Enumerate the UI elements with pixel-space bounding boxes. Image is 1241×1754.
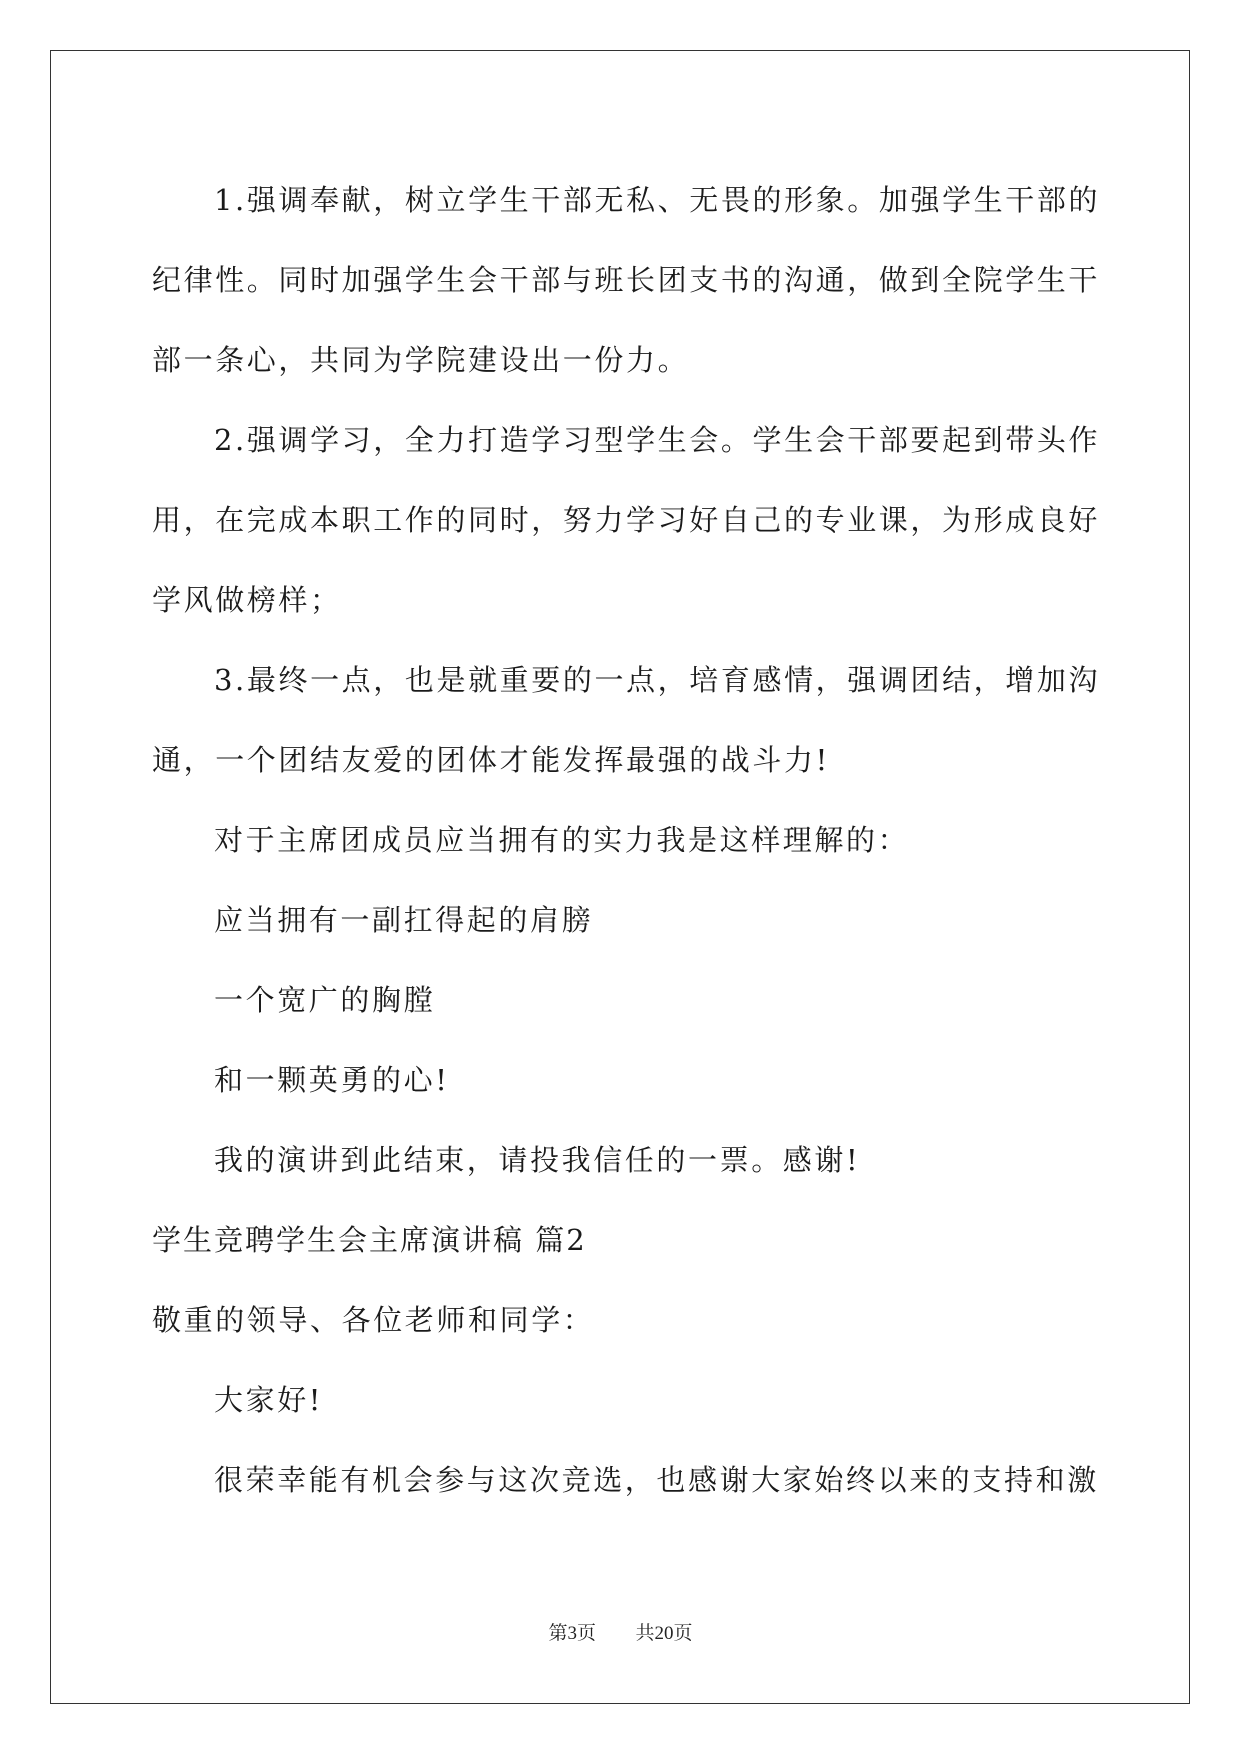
text-line: 用，在完成本职工作的同时，努力学习好自己的专业课，为形成良好 — [152, 503, 1101, 537]
text-line: 对于主席团成员应当拥有的实力我是这样理解的： — [214, 823, 910, 857]
text-line: 通，一个团结友爱的团体才能发挥最强的战斗力! — [152, 743, 830, 777]
page-total: 共20页 — [635, 1623, 693, 1644]
text-line: 应当拥有一副扛得起的肩膀 — [214, 903, 594, 937]
text-line: 学风做榜样； — [152, 583, 342, 617]
text-line: 我的演讲到此结束，请投我信任的一票。感谢! — [214, 1143, 861, 1177]
text-line: 大家好! — [214, 1383, 324, 1417]
text-line: 1.强调奉献，树立学生干部无私、无畏的形象。加强学生干部的 — [214, 183, 1101, 217]
text-line: 部一条心，共同为学院建设出一份力。 — [152, 343, 690, 377]
text-line: 3.最终一点，也是就重要的一点，培育感情，强调团结，增加沟 — [214, 663, 1101, 697]
page-footer — [0, 1618, 1241, 1645]
document-body — [152, 160, 1101, 1520]
text-line: 2.强调学习，全力打造学习型学生会。学生会干部要起到带头作 — [214, 423, 1101, 457]
text-line: 一个宽广的胸膛 — [214, 983, 436, 1017]
text-line: 敬重的领导、各位老师和同学： — [152, 1303, 595, 1337]
page-number: 第3页 — [548, 1623, 596, 1644]
text-line: 和一颗英勇的心! — [214, 1063, 450, 1097]
section-heading: 学生竞聘学生会主席演讲稿 篇2 — [152, 1223, 587, 1257]
text-line: 很荣幸能有机会参与这次竞选，也感谢大家始终以来的支持和激 — [214, 1463, 1099, 1497]
text-line: 纪律性。同时加强学生会干部与班长团支书的沟通，做到全院学生干 — [152, 263, 1101, 297]
